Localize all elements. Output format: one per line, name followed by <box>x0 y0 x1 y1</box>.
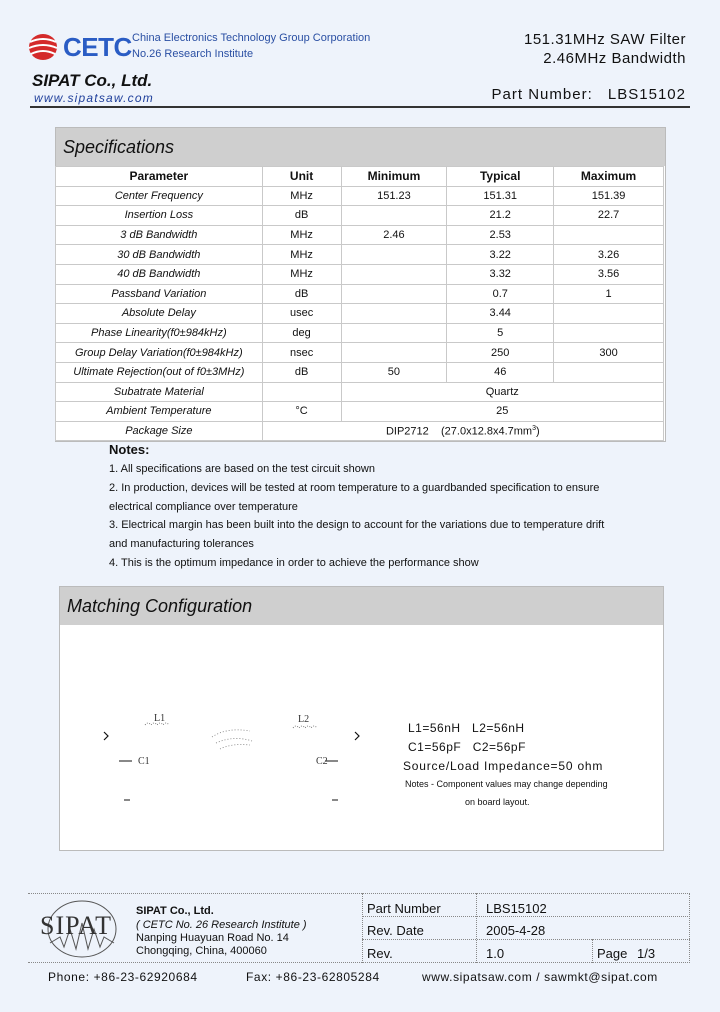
inductor-l2-icon <box>293 726 317 728</box>
notes-title: Notes: <box>109 442 150 457</box>
footer-rev-date-value: 2005-4-28 <box>486 923 546 938</box>
company-name: SIPAT Co., Ltd. <box>32 71 153 90</box>
l1-label: L1 <box>154 713 166 724</box>
specifications-panel <box>55 127 666 442</box>
param-cell: Insertion Loss <box>56 206 263 226</box>
unit-cell: MHz <box>262 186 341 206</box>
l2-label: L2 <box>298 714 310 725</box>
unit-cell: dB <box>262 284 341 304</box>
product-bandwidth: 2.46MHz Bandwidth <box>543 50 686 67</box>
max-cell <box>554 362 664 382</box>
spec-header-row <box>56 167 664 187</box>
max-cell: 3.26 <box>554 245 664 265</box>
unit-cell: deg <box>262 323 341 343</box>
col-parameter: Parameter <box>56 167 263 187</box>
matching-panel <box>59 586 664 851</box>
min-cell <box>341 245 447 265</box>
unit-cell: °C <box>262 402 341 422</box>
table-row <box>56 264 664 284</box>
param-cell: Center Frequency <box>56 186 263 206</box>
header-divider <box>30 106 690 108</box>
typ-cell: 0.7 <box>447 284 554 304</box>
max-cell <box>554 225 664 245</box>
min-cell <box>341 284 447 304</box>
package-close: ) <box>536 425 540 438</box>
table-row <box>56 245 664 265</box>
min-cell <box>341 304 447 324</box>
seal-text: SIPAT <box>40 911 112 940</box>
typ-cell: 3.22 <box>447 245 554 265</box>
max-cell: 22.7 <box>554 206 664 226</box>
typ-cell: 3.32 <box>447 264 554 284</box>
max-cell <box>554 323 664 343</box>
col-maximum: Maximum <box>554 167 664 187</box>
package-sup: 3 <box>532 424 537 432</box>
cetc-logo-text: CETC <box>63 32 132 62</box>
param-cell: 30 dB Bandwidth <box>56 245 263 265</box>
unit-cell: MHz <box>262 264 341 284</box>
param-cell: Ultimate Rejection(out of f0±3MHz) <box>56 362 263 382</box>
unit-cell: dB <box>262 206 341 226</box>
typ-cell: 151.31 <box>447 186 554 206</box>
note-line: 1. All specifications are based on the test circuit shown <box>109 463 375 475</box>
max-cell <box>554 304 664 324</box>
typ-cell: 5 <box>447 323 554 343</box>
max-cell: 3.56 <box>554 264 664 284</box>
matching-note-1: Notes - Component values may change depending <box>405 779 608 789</box>
max-cell: 151.39 <box>554 186 664 206</box>
impedance-value: Source/Load Impedance=50 ohm <box>403 759 604 773</box>
table-row-ambient <box>56 402 664 422</box>
footer-row-rule-2 <box>362 939 690 940</box>
typ-cell: 3.44 <box>447 304 554 324</box>
param-cell: Passband Variation <box>56 284 263 304</box>
typ-cell: 46 <box>447 362 554 382</box>
org-institute: No.26 Research Institute <box>132 48 254 60</box>
footer-institute: ( CETC No. 26 Research Institute ) <box>136 919 307 931</box>
table-row <box>56 343 664 363</box>
footer-row-rule-1 <box>362 916 690 917</box>
output-arrow-icon <box>355 732 359 740</box>
footer-rev-label: Rev. <box>367 946 393 961</box>
min-cell <box>341 323 447 343</box>
part-number-value: LBS15102 <box>607 86 686 103</box>
table-row-package <box>56 421 664 441</box>
param-cell: Group Delay Variation(f0±984kHz) <box>56 343 263 363</box>
footer-fax: Fax: +86-23-62805284 <box>246 970 380 984</box>
table-row <box>56 362 664 382</box>
spec-table <box>55 166 664 441</box>
matching-title: Matching Configuration <box>60 587 663 625</box>
part-number-line <box>492 86 686 103</box>
c2-label: C2 <box>316 756 328 767</box>
footer-page-label: Page <box>597 946 628 961</box>
package-value-cell <box>262 421 663 441</box>
product-frequency: 151.31MHz SAW Filter <box>524 31 686 48</box>
max-cell: 300 <box>554 343 664 363</box>
footer-divider-4 <box>592 939 593 963</box>
param-cell: 3 dB Bandwidth <box>56 225 263 245</box>
value-cell: Quartz <box>341 382 664 402</box>
footer-part-number-value: LBS15102 <box>486 901 547 916</box>
package-value: DIP2712 (27.0x12.8x4.7mm <box>385 425 533 438</box>
param-cell: 40 dB Bandwidth <box>56 264 263 284</box>
company-website[interactable]: www.sipatsaw.com <box>34 91 154 105</box>
footer-contact[interactable]: www.sipatsaw.com / sawmkt@sipat.com <box>422 970 658 984</box>
unit-cell: usec <box>262 304 341 324</box>
max-cell: 1 <box>554 284 664 304</box>
table-row <box>56 323 664 343</box>
c1-label: C1 <box>138 756 150 767</box>
footer-part-number-label: Part Number <box>367 901 441 916</box>
param-cell: Subatrate Material <box>56 382 263 402</box>
table-row <box>56 206 664 226</box>
saw-filter-icon <box>212 730 252 749</box>
notes-list <box>109 460 669 573</box>
footer-rev-date-label: Rev. Date <box>367 923 424 938</box>
min-cell: 50 <box>341 362 447 382</box>
table-row <box>56 225 664 245</box>
param-cell: Ambient Temperature <box>56 402 263 422</box>
inductor-values: L1=56nH L2=56nH <box>408 721 525 735</box>
table-row-substrate <box>56 382 664 402</box>
part-number-label: Part Number: <box>491 86 593 103</box>
footer-top-rule <box>28 893 690 894</box>
footer-address-2: Chongqing, China, 400060 <box>136 945 267 957</box>
note-line: 4. This is the optimum impedance in order to achieve the performance show <box>109 556 479 569</box>
unit-cell: MHz <box>262 225 341 245</box>
typ-cell: 2.53 <box>447 225 554 245</box>
min-cell: 2.46 <box>341 225 447 245</box>
footer-company: SIPAT Co., Ltd. <box>136 905 214 917</box>
note-line: 3. Electrical margin has been built into the design to account for the variations due to temperature drift <box>109 519 605 532</box>
matching-note-2: on board layout. <box>465 797 530 807</box>
footer-divider-2 <box>476 893 477 963</box>
col-minimum: Minimum <box>341 167 447 187</box>
value-cell: 25 <box>341 402 664 422</box>
table-row <box>56 304 664 324</box>
footer-page <box>597 946 655 961</box>
min-cell <box>341 343 447 363</box>
footer-page-value: 1/3 <box>637 946 656 961</box>
capacitor-values: C1=56pF C2=56pF <box>408 740 526 754</box>
footer-rev-value: 1.0 <box>486 946 505 961</box>
footer-bottom-rule <box>28 962 690 963</box>
input-arrow-icon <box>104 732 108 740</box>
min-cell <box>341 264 447 284</box>
note-line: 2. In production, devices will be tested at room temperature to a guardbanded specification to ensure <box>109 481 600 494</box>
param-cell: Phase Linearity(f0±984kHz) <box>56 323 263 343</box>
param-cell: Absolute Delay <box>56 304 263 324</box>
col-typical: Typical <box>447 167 554 187</box>
typ-cell: 250 <box>447 343 554 363</box>
min-cell <box>341 206 447 226</box>
specifications-title: Specifications <box>56 128 665 166</box>
table-row <box>56 284 664 304</box>
footer-address-1: Nanping Huayuan Road No. 14 <box>136 932 289 944</box>
footer-divider-1 <box>362 893 363 963</box>
footer-block <box>28 893 690 963</box>
unit-cell: dB <box>262 362 341 382</box>
note-line: and manufacturing tolerances <box>109 538 254 551</box>
footer-phone: Phone: +86-23-62920684 <box>48 970 198 984</box>
typ-cell: 21.2 <box>447 206 554 226</box>
param-cell: Package Size <box>56 421 263 441</box>
unit-cell: MHz <box>262 245 341 265</box>
unit-cell <box>262 382 341 402</box>
col-unit: Unit <box>262 167 341 187</box>
matching-schematic <box>60 625 410 850</box>
table-row <box>56 186 664 206</box>
cetc-logo <box>26 30 136 64</box>
min-cell: 151.23 <box>341 186 447 206</box>
org-name: China Electronics Technology Group Corporation <box>132 32 371 44</box>
note-line: electrical compliance over temperature <box>109 500 298 513</box>
unit-cell: nsec <box>262 343 341 363</box>
footer-divider-3 <box>689 893 690 963</box>
